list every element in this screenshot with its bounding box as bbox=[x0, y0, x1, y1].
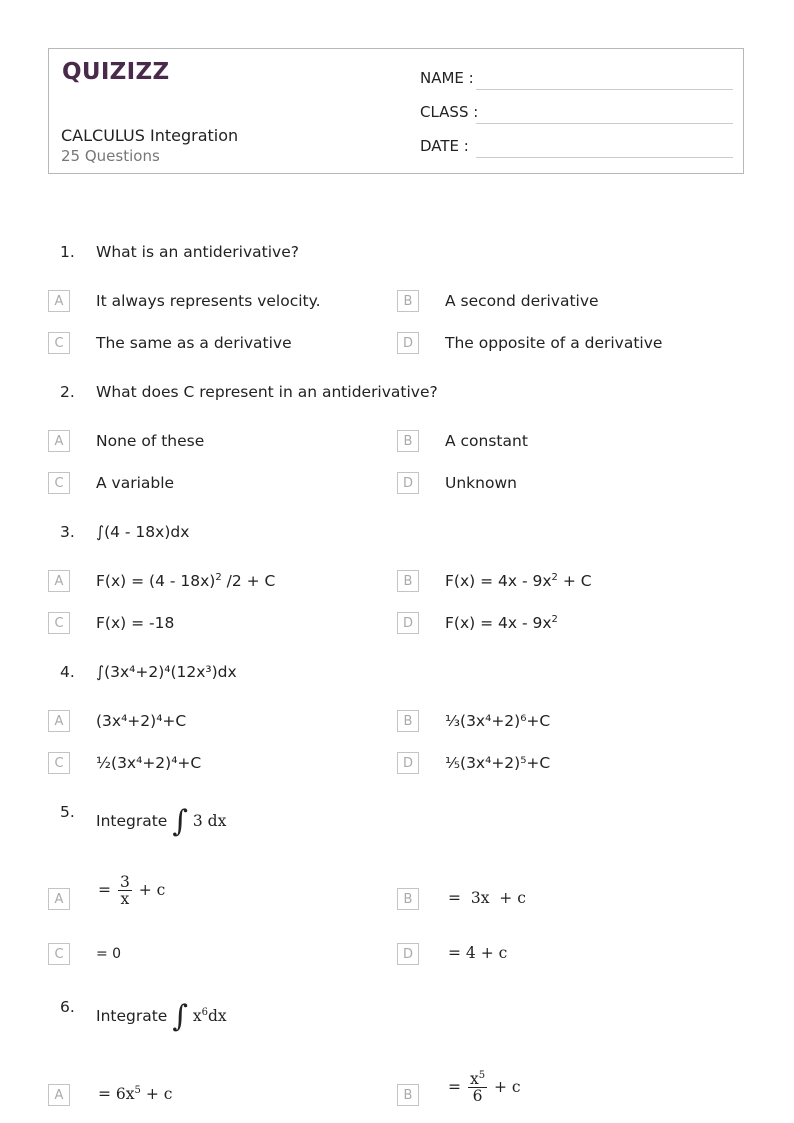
equals-sign: = bbox=[448, 1077, 461, 1096]
option-d[interactable]: The opposite of a derivative bbox=[445, 334, 663, 352]
integral-sign: ∫ bbox=[172, 804, 188, 839]
option-letter-d: D bbox=[397, 612, 419, 634]
option-letter-d: D bbox=[397, 943, 419, 965]
class-line[interactable] bbox=[476, 123, 733, 124]
option-letter-c: C bbox=[48, 332, 70, 354]
question-number: 4. bbox=[60, 663, 75, 681]
option-b[interactable] bbox=[448, 1071, 521, 1105]
numerator-exponent: 5 bbox=[478, 1070, 486, 1081]
worksheet-title: CALCULUS Integration bbox=[61, 126, 239, 145]
option-letter-b: B bbox=[397, 430, 419, 452]
option-d-exponent: 2 bbox=[551, 614, 558, 625]
question-number: 2. bbox=[60, 383, 75, 401]
denominator: x bbox=[120, 890, 130, 909]
numerator bbox=[468, 1071, 487, 1088]
integrand: 3 dx bbox=[192, 812, 227, 830]
option-letter-c: C bbox=[48, 472, 70, 494]
option-a-text: = 6x bbox=[98, 1085, 135, 1104]
fraction bbox=[118, 874, 132, 908]
option-a-exponent: 5 bbox=[134, 1085, 141, 1096]
question-text bbox=[96, 999, 227, 1034]
option-d[interactable]: ⅕(3x⁴+2)⁵+C bbox=[445, 754, 551, 772]
option-c[interactable]: A variable bbox=[96, 474, 175, 492]
option-letter-a: A bbox=[48, 888, 70, 910]
option-letter-c: C bbox=[48, 612, 70, 634]
option-c[interactable]: = 0 bbox=[96, 946, 122, 962]
question-count: 25 Questions bbox=[61, 147, 160, 165]
option-letter-b: B bbox=[397, 1084, 419, 1106]
worksheet-header bbox=[48, 48, 744, 174]
question-label: Integrate bbox=[96, 812, 168, 830]
option-a[interactable]: (3x⁴+2)⁴+C bbox=[96, 712, 187, 730]
integral-sign: ∫ bbox=[172, 999, 188, 1034]
integrand-dx: dx bbox=[207, 1007, 227, 1025]
option-a-text: F(x) = (4 - 18x) bbox=[96, 572, 216, 591]
option-letter-a: A bbox=[48, 570, 70, 592]
constant: + c bbox=[138, 880, 166, 899]
option-letter-c: C bbox=[48, 943, 70, 965]
option-a[interactable] bbox=[98, 874, 165, 908]
option-a[interactable]: None of these bbox=[96, 432, 205, 450]
option-letter-b: B bbox=[397, 888, 419, 910]
option-b[interactable]: = 3x + c bbox=[448, 889, 526, 907]
equals-sign: = bbox=[98, 880, 111, 899]
option-b[interactable]: ⅓(3x⁴+2)⁶+C bbox=[445, 712, 551, 730]
class-label: CLASS : bbox=[420, 103, 479, 121]
question-text: ∫(4 - 18x)dx bbox=[96, 523, 190, 541]
question-number: 3. bbox=[60, 523, 75, 541]
option-a-tail: /2 + C bbox=[221, 572, 276, 591]
question-text: What is an antiderivative? bbox=[96, 243, 299, 261]
option-b-text: F(x) = 4x - 9x bbox=[445, 572, 552, 591]
option-letter-d: D bbox=[397, 752, 419, 774]
question-text: ∫(3x⁴+2)⁴(12x³)dx bbox=[96, 663, 237, 681]
option-a[interactable]: It always represents velocity. bbox=[96, 292, 321, 310]
date-label: DATE : bbox=[420, 137, 469, 155]
option-a[interactable] bbox=[98, 1085, 172, 1103]
option-a-exponent: 2 bbox=[215, 572, 222, 583]
option-a-tail: + c bbox=[140, 1085, 173, 1104]
option-d[interactable] bbox=[445, 614, 558, 632]
name-label: NAME : bbox=[420, 69, 474, 87]
option-letter-d: D bbox=[397, 332, 419, 354]
option-b[interactable] bbox=[445, 572, 592, 590]
integrand bbox=[193, 1007, 227, 1025]
integrand-exponent: 6 bbox=[201, 1006, 208, 1018]
question-text bbox=[96, 804, 226, 839]
integrand-base: x bbox=[192, 1007, 202, 1025]
option-letter-b: B bbox=[397, 570, 419, 592]
option-b-tail: + C bbox=[557, 572, 592, 591]
fraction bbox=[468, 1071, 487, 1105]
numerator-base: x bbox=[469, 1070, 479, 1089]
option-b[interactable]: A constant bbox=[445, 432, 528, 450]
option-c[interactable]: F(x) = -18 bbox=[96, 614, 175, 632]
constant: + c bbox=[494, 1077, 521, 1096]
option-d[interactable]: Unknown bbox=[445, 474, 517, 492]
option-letter-b: B bbox=[397, 710, 419, 732]
question-number: 5. bbox=[60, 803, 75, 821]
question-label: Integrate bbox=[96, 1007, 168, 1025]
question-number: 1. bbox=[60, 243, 75, 261]
option-letter-c: C bbox=[48, 752, 70, 774]
option-a[interactable] bbox=[96, 572, 275, 590]
option-b-exponent: 2 bbox=[551, 572, 558, 583]
option-letter-a: A bbox=[48, 710, 70, 732]
question-number: 6. bbox=[60, 998, 75, 1016]
option-d-text: F(x) = 4x - 9x bbox=[445, 614, 552, 633]
option-letter-d: D bbox=[397, 472, 419, 494]
quizizz-logo: QUIZIZZ bbox=[62, 59, 170, 85]
option-b[interactable]: A second derivative bbox=[445, 292, 599, 310]
option-letter-a: A bbox=[48, 430, 70, 452]
name-line[interactable] bbox=[476, 89, 733, 90]
question-text: What does C represent in an antiderivative? bbox=[96, 383, 438, 401]
date-line[interactable] bbox=[476, 157, 733, 158]
numerator: 3 bbox=[119, 873, 130, 891]
option-c[interactable]: The same as a derivative bbox=[96, 334, 292, 352]
option-letter-a: A bbox=[48, 290, 70, 312]
option-d[interactable]: = 4 + c bbox=[448, 944, 508, 962]
denominator: 6 bbox=[472, 1087, 483, 1106]
option-letter-a: A bbox=[48, 1084, 70, 1106]
option-c[interactable]: ½(3x⁴+2)⁴+C bbox=[96, 754, 202, 772]
option-letter-b: B bbox=[397, 290, 419, 312]
